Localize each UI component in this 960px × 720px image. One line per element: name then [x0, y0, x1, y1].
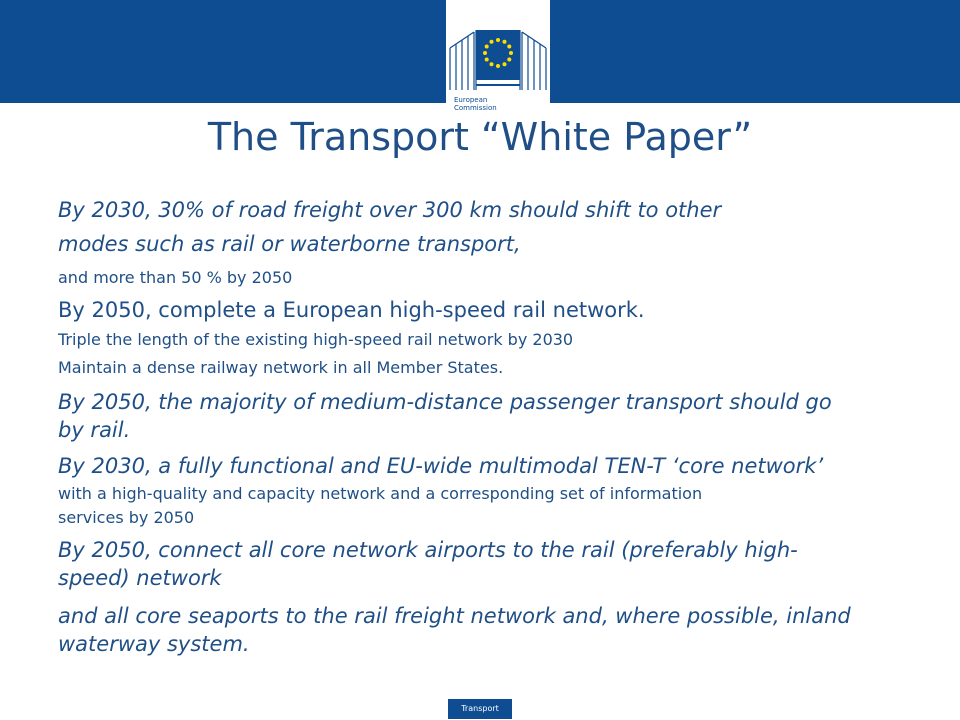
- bullet-line: waterway system.: [58, 632, 250, 656]
- bullet-line: Triple the length of the existing high-speed rail network by 2030: [58, 330, 574, 349]
- bullet-line: By 2050, connect all core network airports to the rail (preferably high-: [58, 538, 798, 562]
- bullet-line: By 2050, complete a European high-speed rail network.: [58, 298, 645, 322]
- bullet-line: and all core seaports to the rail freight network and, where possible, inland: [58, 604, 851, 628]
- bullet-line: speed) network: [58, 566, 222, 590]
- commission-building-icon: [446, 0, 550, 118]
- bullet-line: by rail.: [58, 418, 131, 442]
- bullet-line: By 2030, a fully functional and EU-wide multimodal TEN-T ‘core network’: [58, 454, 824, 478]
- bullet-line: Maintain a dense railway network in all Member States.: [58, 358, 504, 377]
- bullet-line: modes such as rail or waterborne transport,: [58, 232, 521, 256]
- european-commission-logo: [446, 0, 550, 118]
- bullet-line: By 2030, 30% of road freight over 300 km should shift to other: [58, 198, 722, 222]
- bullet-line: services by 2050: [58, 508, 195, 527]
- bullet-line: and more than 50 % by 2050: [58, 268, 293, 287]
- footer-transport-tag: Transport: [448, 699, 512, 719]
- slide-title: The Transport “White Paper”: [207, 115, 753, 159]
- logo-line-2: Commission: [454, 104, 497, 112]
- bullet-line: By 2050, the majority of medium-distance passenger transport should go: [58, 390, 832, 414]
- logo-line-1: European: [454, 96, 488, 104]
- bullet-line: with a high-quality and capacity network and a corresponding set of information: [58, 484, 703, 503]
